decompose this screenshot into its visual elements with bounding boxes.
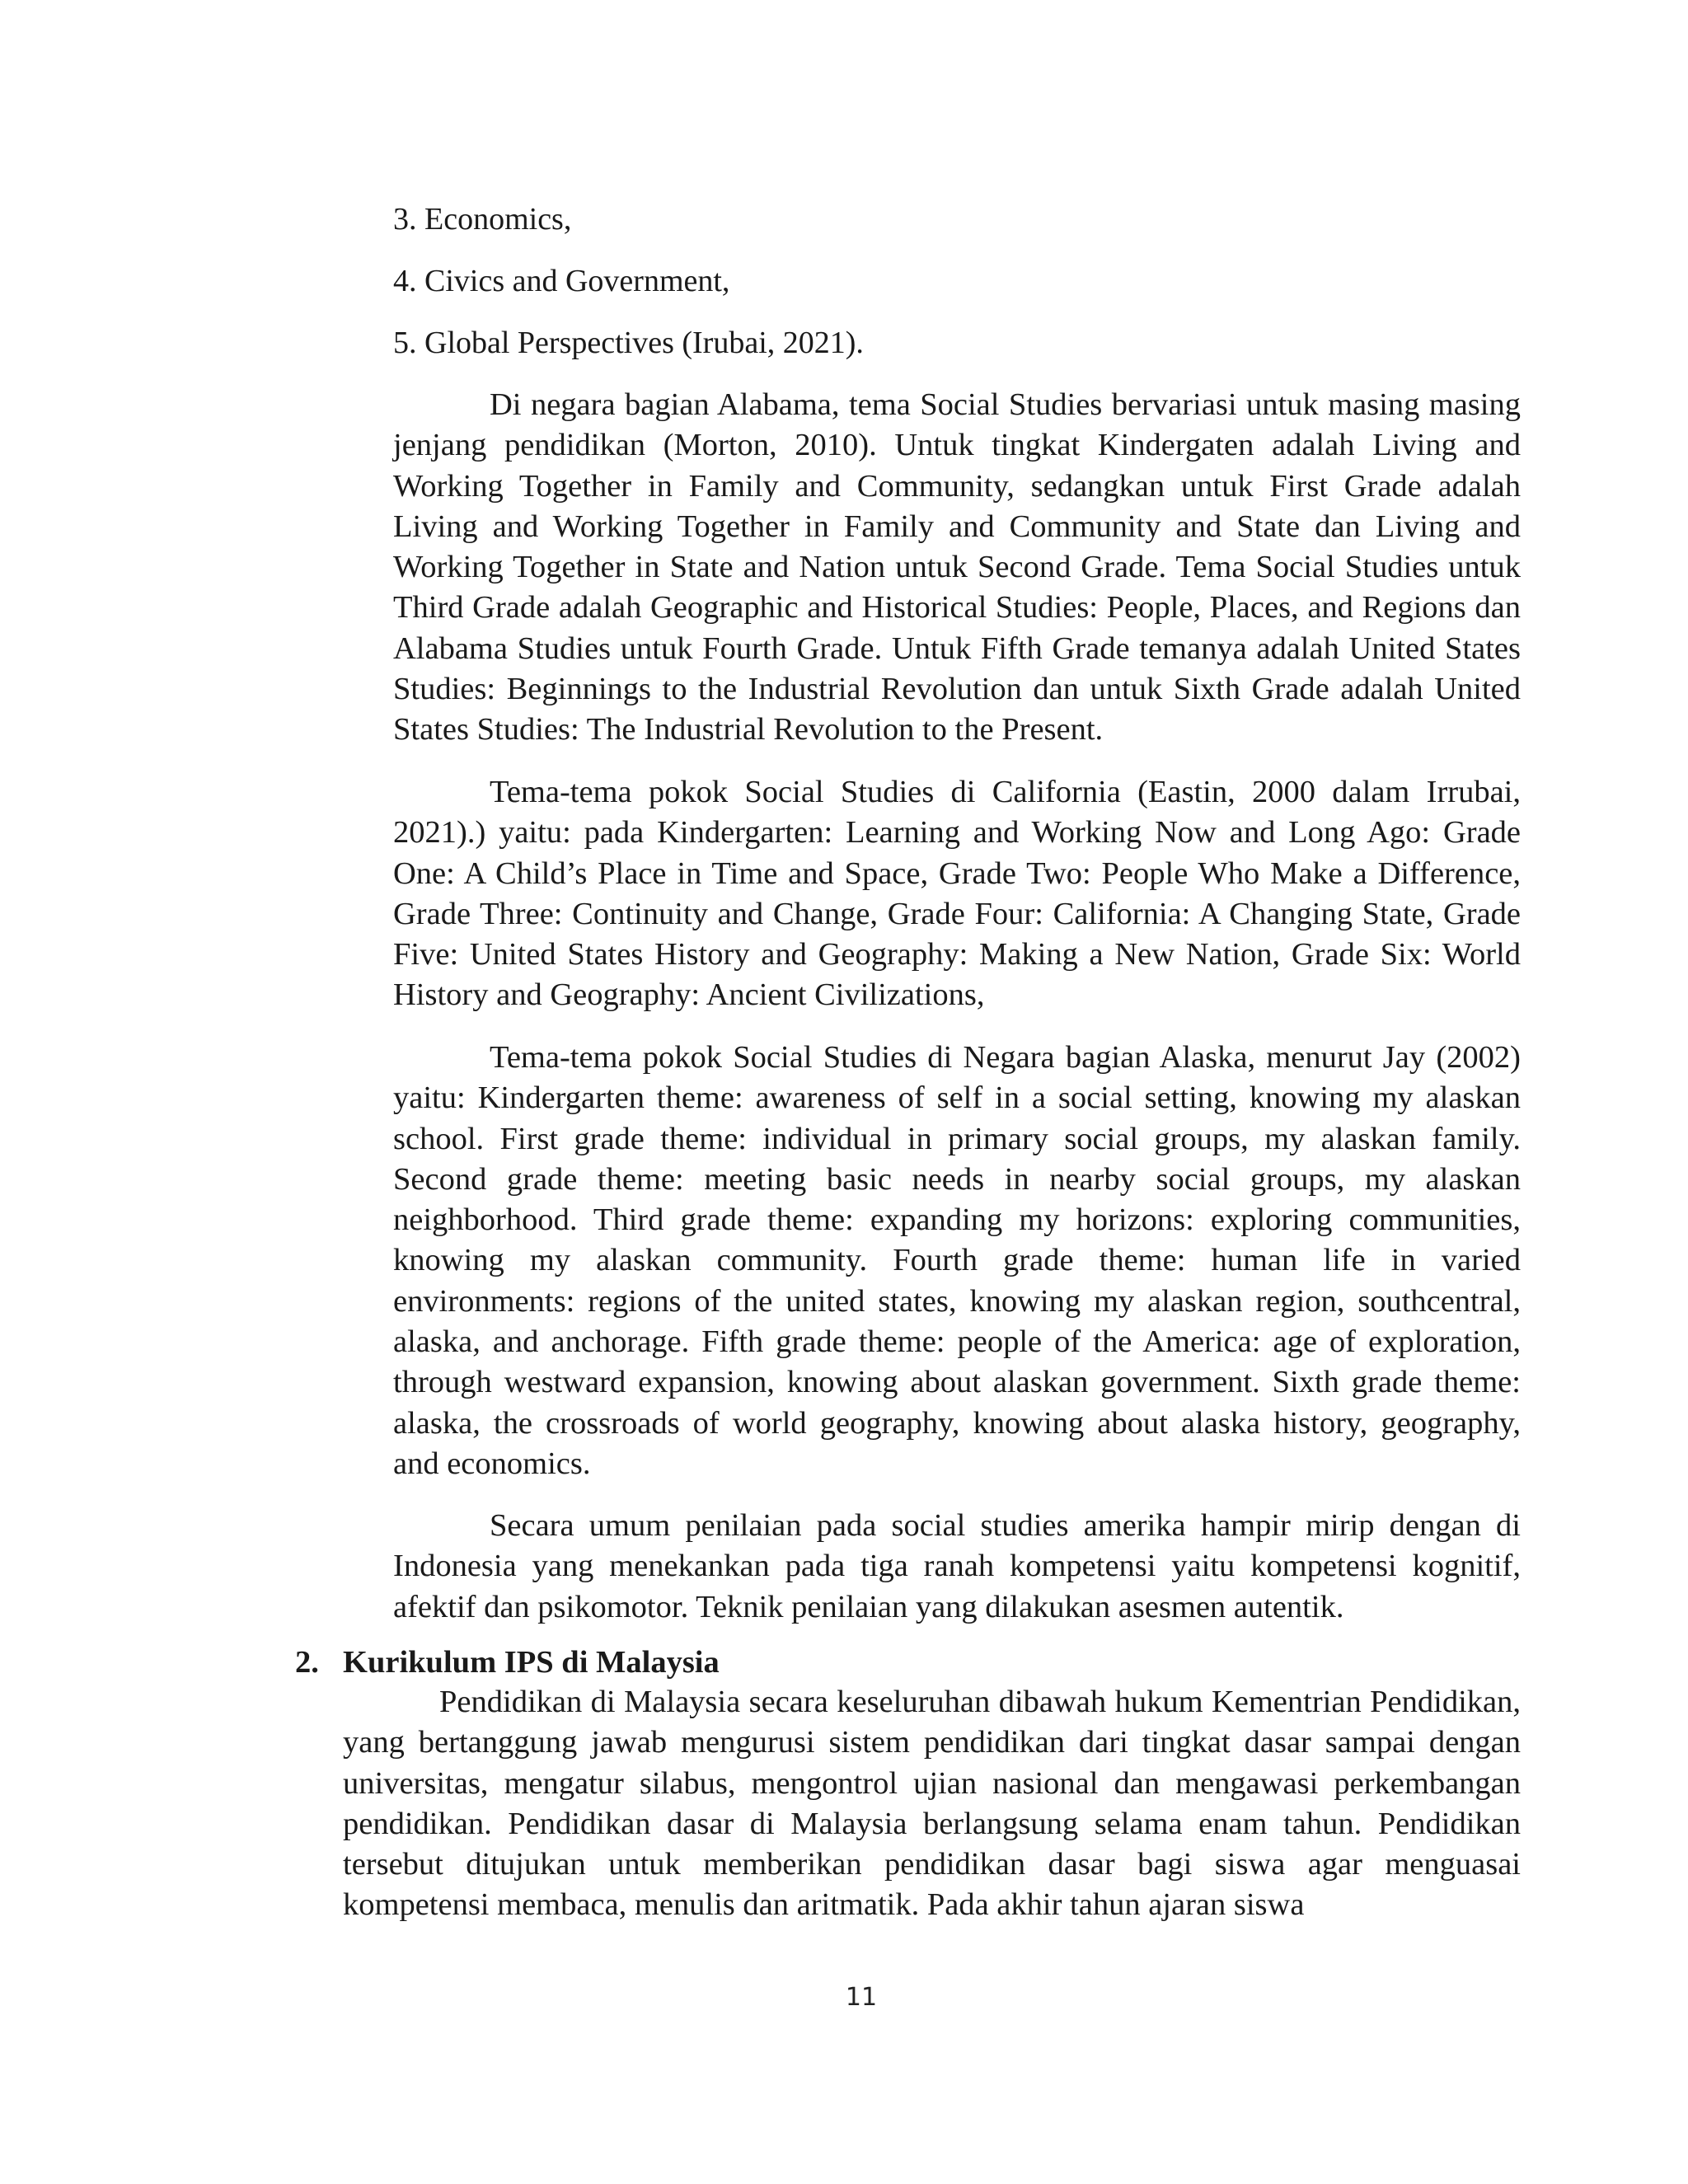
section-number: 2. <box>295 1645 319 1680</box>
page-number: 11 <box>845 1983 878 2012</box>
paragraph-alaska: Tema-tema pokok Social Studies di Negara bagian Alaska, menurut Jay (2002) yaitu: Kindergarten theme: awareness of self in a social setting, knowing my alaskan school. First grade theme: individual in primary social groups, my alaskan family. Second grade theme: meeting basic needs in nearby social groups, my alaskan neighborhood. Third grade theme: expanding my horizons: exploring communities, knowing my alaskan community. Fourth grade theme: human life in varied environments: regions of the united states, knowing my alaskan region, southcentral, alaska, and anchorage. Fifth grade theme: people of the America: age of exploration, through westward expansion, knowing about alaskan government. Sixth grade theme: alaska, the crossroads of world geography, knowing about alaska history, geography, and economics. <box>393 1040 1521 1481</box>
section-heading-malaysia <box>295 1643 720 1682</box>
paragraph-assessment: Secara umum penilaian pada social studies amerika hampir mirip dengan di Indonesia yang menekankan pada tiga ranah kompetensi yaitu kompetensi kognitif, afektif dan psikomotor. Teknik penilaian yang dilakukan asesmen autentik. <box>393 1508 1521 1624</box>
paragraph-alabama: Di negara bagian Alabama, tema Social Studies bervariasi untuk masing masing jenjang pendidikan (Morton, 2010). Untuk tingkat Kindergaten adalah Living and Working Together in Family and Community, sedangkan untuk First Grade adalah Living and Working Together in Family and Community and State dan Living and Working Together in State and Nation untuk Second Grade. Tema Social Studies untuk Third Grade adalah Geographic and Historical Studies: People, Places, and Regions dan Alabama Studies untuk Fourth Grade. Untuk Fifth Grade temanya adalah United States Studies: Beginnings to the Industrial Revolution dan untuk Sixth Grade adalah United States Studies: The Industrial Revolution to the Present. <box>393 387 1521 748</box>
paragraph-california: Tema-tema pokok Social Studies di California (Eastin, 2000 dalam Irrubai, 2021).) yaitu: pada Kindergarten: Learning and Working Now and Long Ago: Grade One: A Child’s Place in Time and Space, Grade Two: People Who Make a Difference, Grade Three: Continuity and Change, Grade Four: California: A Changing State, Grade Five: United States History and Geography: Making a New Nation, Grade Six: World History and Geography: Ancient Civilizations, <box>393 775 1521 1013</box>
list-item-economics: 3. Economics, <box>393 202 572 237</box>
paragraph-malaysia: Pendidikan di Malaysia secara keseluruhan dibawah hukum Kementrian Pendidikan, yang bertanggung jawab mengurusi sistem pendidikan dari tingkat dasar sampai dengan universitas, mengatur silabus, mengontrol ujian nasional dan mengawasi perkembangan pendidikan. Pendidikan dasar di Malaysia berlangsung selama enam tahun. Pendidikan tersebut ditujukan untuk memberikan pendidikan dasar bagi siswa agar menguasai kompetensi membaca, menulis dan aritmatik. Pada akhir tahun ajaran siswa <box>343 1685 1521 1923</box>
list-item-civics: 4. Civics and Government, <box>393 264 730 298</box>
section-title: Kurikulum IPS di Malaysia <box>343 1645 720 1680</box>
list-item-global-perspectives: 5. Global Perspectives (Irubai, 2021). <box>393 326 864 360</box>
